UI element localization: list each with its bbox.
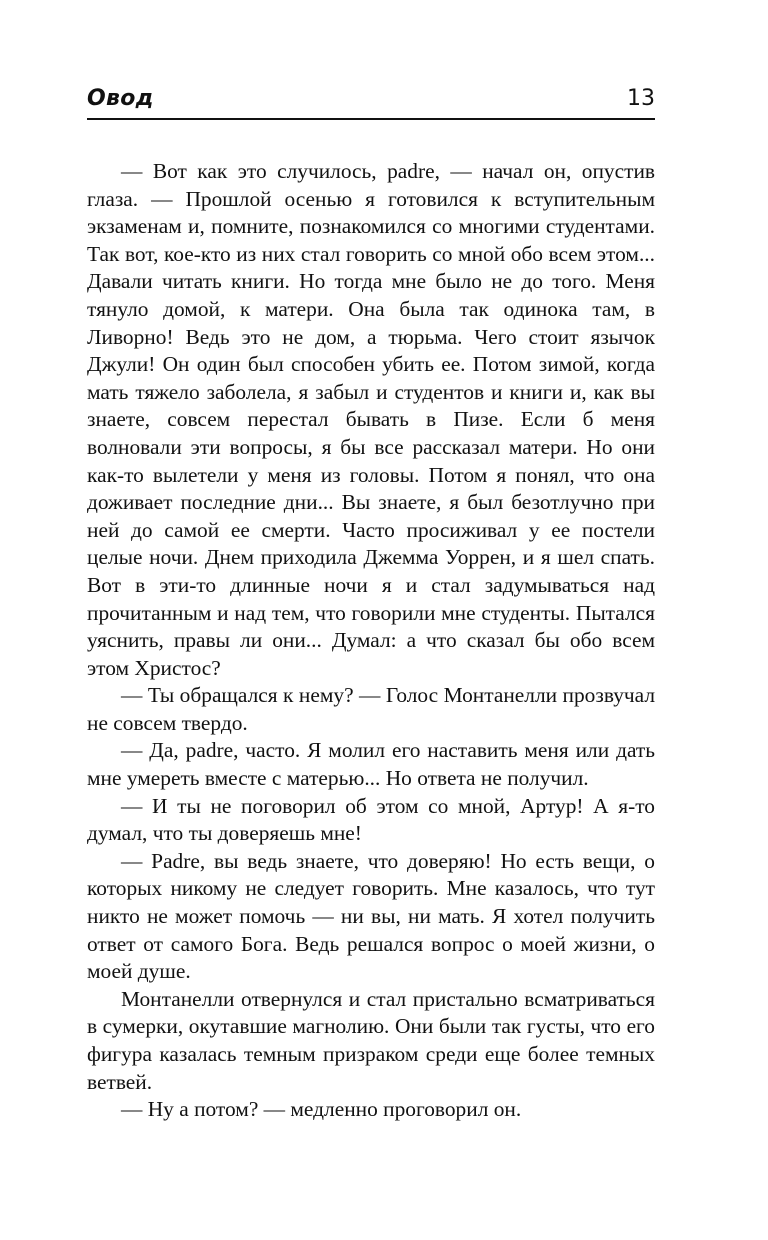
body-text — [87, 158, 655, 1124]
paragraph: — Ты обращался к нему? — Голос Монтанелли прозвучал не совсем твердо. — [87, 683, 655, 735]
paragraph: — Padre, вы ведь знаете, что доверяю! Но есть вещи, о которых никому не следует говорить. Мне казалось, что тут никто не может помочь — ни вы, ни мать. Я хотел получить ответ от самого Бога. Ведь решался вопрос о моей жизни, о моей душе. — [87, 848, 655, 984]
running-header — [87, 86, 655, 120]
paragraph: — Ну а потом? — медленно проговорил он. — [121, 1097, 522, 1122]
paragraph: — Вот как это случилось, padre, — начал он, опустив глаза. — Прошлой осенью я готовился к вступительным экзаменам и, помните, познакомился со многими студентами. Так вот, кое-кто из них стал говорить со мной обо всем этом... Давали читать книги. Но тогда мне было не до того. Меня тянуло домой, к матери. Она была так одинока там, в Ливорно! Ведь это не дом, а тюрьма. Чего стоит язычок Джули! Он один был способен убить ее. Потом зимой, когда мать тяжело заболела, я забыл и студентов и книги и, как вы знаете, совсем перестал бывать в Пизе. Если б меня волновали эти вопросы, я бы все рассказал матери. Но они как-то вылетели у меня из головы. Потом я понял, что она доживает последние дни... Вы знаете, я был безотлучно при ней до самой ее смерти. Часто просиживал у ее постели целые ночи. Днем приходила Джемма Уоррен, и я шел спать. Вот в эти-то длинные ночи я и стал задумываться над прочитанным и над тем, что говорили мне студенты. Пытался уяснить, правы ли они... Думал: а что сказал бы обо всем этом Христос? — [87, 159, 655, 680]
paragraph: — Да, padre, часто. Я молил его наставить меня или дать мне умереть вместе с матерью... Но ответа не получил. — [87, 738, 655, 791]
paragraph: Монтанелли отвернулся и стал пристально всматриваться в сумерки, окутавшие магнолию. Они были так густы, что его фигура казалась темным призраком среди еще более темных ветвей. — [87, 986, 655, 1094]
running-title: Овод — [87, 86, 154, 111]
page-number: 13 — [627, 86, 655, 111]
paragraph: — И ты не поговорил об этом со мной, Артур! А я-то думал, что ты доверяешь мне! — [87, 793, 655, 846]
